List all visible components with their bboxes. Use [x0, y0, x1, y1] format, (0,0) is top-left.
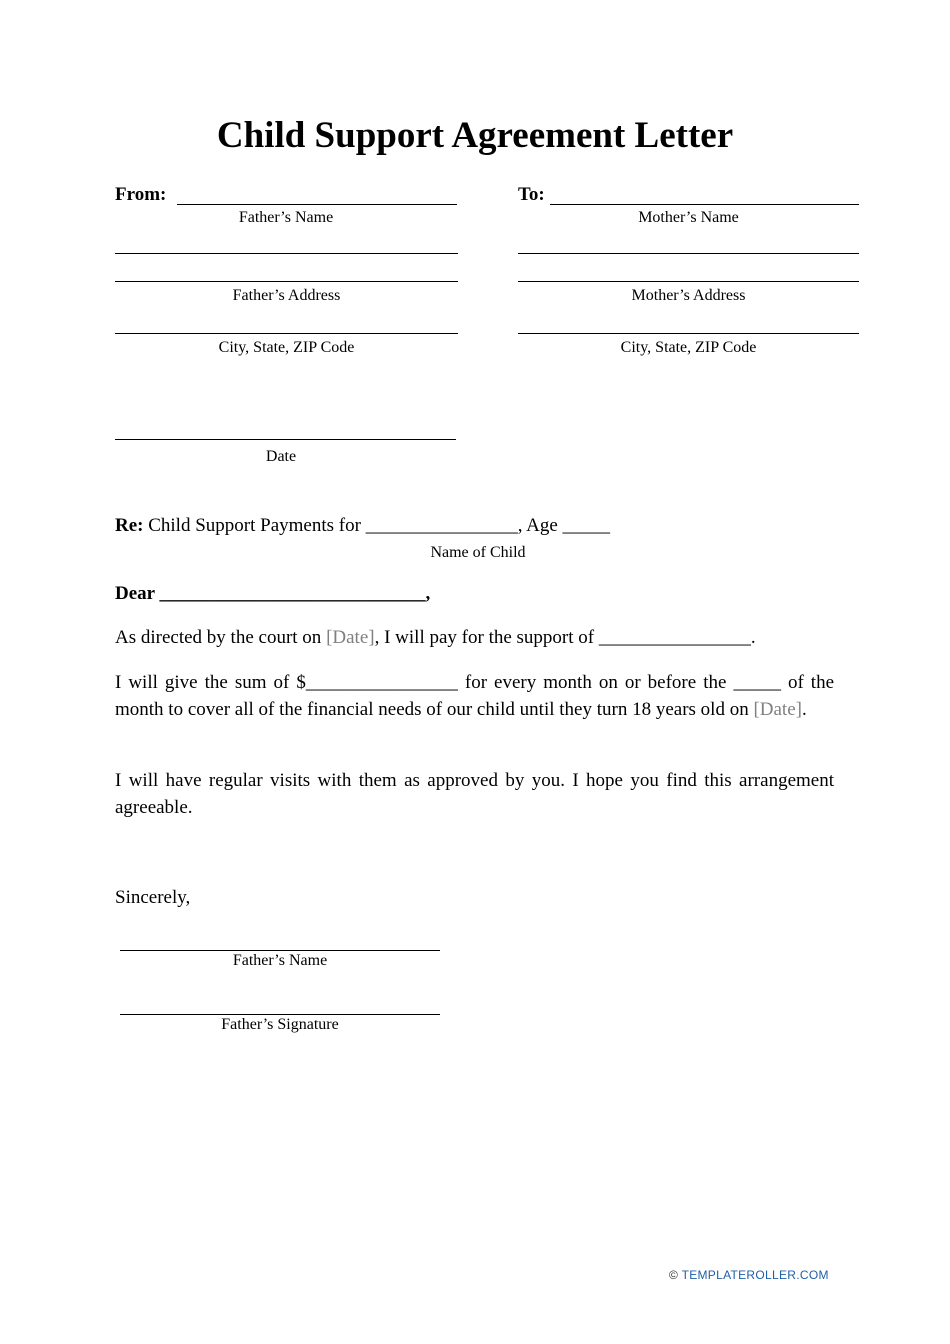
date-caption: Date	[265, 448, 297, 465]
to-city-caption: City, State, ZIP Code	[620, 339, 757, 356]
dear-label: Dear	[115, 583, 160, 604]
father-name-caption: Father’s Name	[232, 952, 328, 969]
p1-text-b: , I will pay for the support of	[374, 627, 599, 648]
to-address-line-1[interactable]	[518, 253, 859, 254]
to-address-line-2[interactable]	[518, 281, 859, 282]
salutation	[115, 583, 430, 605]
to-name-field[interactable]	[550, 204, 859, 205]
father-signature-field[interactable]	[120, 1014, 440, 1015]
father-signature-caption: Father’s Signature	[221, 1016, 339, 1033]
from-address-line-1[interactable]	[115, 253, 458, 254]
age-blank[interactable]: _____	[562, 515, 611, 536]
page-title: Child Support Agreement Letter	[216, 115, 734, 156]
to-name-caption: Mother’s Name	[638, 209, 739, 226]
paragraph-3: I will have regular visits with them as approved by you. I hope you find this arrangement agreeable.	[115, 770, 834, 818]
salutation-comma: ,	[425, 583, 431, 604]
p2-end: .	[801, 699, 807, 720]
child-name-caption: Name of Child	[430, 544, 526, 561]
to-address-caption: Mother’s Address	[631, 287, 746, 304]
p2-text-a: I will give the sum of $	[115, 672, 306, 693]
from-address-caption: Father’s Address	[232, 287, 341, 304]
re-age-text: , Age	[517, 515, 563, 536]
sincerely: Sincerely,	[115, 887, 191, 908]
p2-text-b: for every month on or before the	[457, 672, 734, 693]
re-label: Re:	[115, 515, 144, 536]
re-line	[115, 515, 610, 537]
from-address-line-2[interactable]	[115, 281, 458, 282]
paragraph-2	[115, 669, 834, 723]
re-text: Child Support Payments for	[143, 515, 366, 536]
from-name-field[interactable]	[177, 204, 457, 205]
p1-text-a: As directed by the court on	[115, 627, 327, 648]
from-label: From:	[115, 184, 167, 205]
to-city-field[interactable]	[518, 333, 859, 334]
from-name-caption: Father’s Name	[238, 209, 334, 226]
father-name-field[interactable]	[120, 950, 440, 951]
to-label: To:	[518, 184, 545, 205]
support-of-blank[interactable]: ________________	[598, 627, 751, 648]
child-name-blank[interactable]: ________________	[365, 515, 518, 536]
court-date-placeholder[interactable]: [Date]	[326, 627, 375, 648]
footer-link[interactable]: TEMPLATEROLLER.COM	[681, 1268, 829, 1282]
from-city-field[interactable]	[115, 333, 458, 334]
day-blank[interactable]: _____	[733, 672, 781, 693]
date-field[interactable]	[115, 439, 456, 440]
p2-text-c: of the month to cover all of the financial needs of our child until they turn 18 years old on	[115, 672, 834, 720]
from-city-caption: City, State, ZIP Code	[218, 339, 355, 356]
paragraph-1	[115, 627, 756, 649]
end-date-placeholder[interactable]: [Date]	[753, 699, 802, 720]
footer-credit	[669, 1268, 829, 1282]
p1-end: .	[750, 627, 756, 648]
amount-blank[interactable]: ________________	[305, 672, 458, 693]
recipient-blank[interactable]: ____________________________	[159, 583, 426, 604]
copyright-symbol: ©	[669, 1268, 679, 1282]
